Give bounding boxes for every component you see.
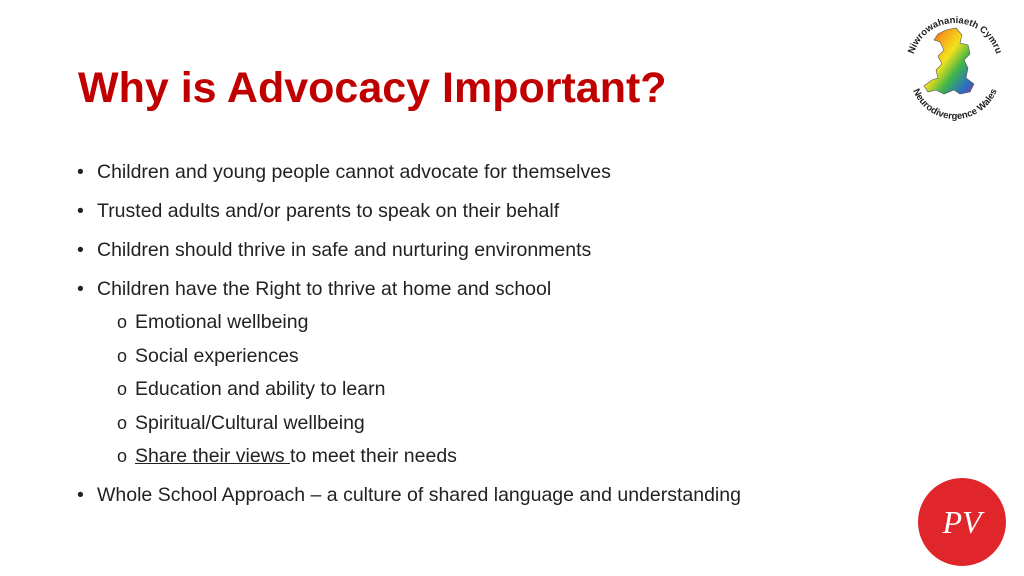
pv-logo-icon — [916, 476, 1008, 568]
share-views-link[interactable]: Share their views — [135, 445, 290, 467]
bullet-item — [75, 277, 895, 468]
bullet-text: Whole School Approach – a culture of shared language and understanding — [97, 484, 741, 506]
sub-bullet-marker: o — [117, 446, 128, 466]
bullet-marker: • — [77, 484, 84, 506]
bullet-marker: • — [77, 278, 84, 300]
bullet-text: Trusted adults and/or parents to speak on their behalf — [97, 200, 560, 222]
logo-top-text: Niwrowahaniaeth Cymru — [906, 14, 1004, 56]
bullet-marker: • — [77, 161, 84, 183]
bullet-text: Children have the Right to thrive at home and school — [97, 278, 552, 300]
sub-bullet-item — [97, 377, 895, 401]
svg-text:Neurodivergence Wales — [910, 87, 999, 122]
pv-logo — [916, 476, 1008, 568]
wales-map-rainbow-icon — [898, 8, 1010, 126]
sub-bullet-item — [97, 411, 895, 435]
sub-bullet-text: Spiritual/Cultural wellbeing — [135, 411, 365, 434]
sub-bullet-item — [97, 310, 895, 334]
sub-bullet-list — [97, 310, 895, 468]
neurodivergence-wales-logo — [898, 8, 1010, 126]
bullet-item — [75, 238, 895, 262]
pv-logo-text: PV — [942, 504, 982, 540]
sub-bullet-marker: o — [117, 412, 128, 433]
bullet-item — [75, 199, 895, 223]
bullet-text: Children should thrive in safe and nurturing environments — [97, 239, 592, 261]
sub-bullet-item — [97, 444, 895, 468]
logo-bottom-text: Neurodivergence Wales — [910, 86, 1000, 123]
sub-bullet-text: Social experiences — [135, 344, 299, 367]
bullet-text: Children and young people cannot advocate for themselves — [97, 161, 611, 183]
bullet-list — [75, 160, 895, 522]
sub-bullet-marker: o — [117, 312, 128, 332]
sub-bullet-item — [97, 344, 895, 368]
bullet-marker: • — [77, 200, 84, 222]
bullet-item — [75, 160, 895, 184]
bullet-item — [75, 483, 895, 507]
sub-bullet-text: Education and ability to learn — [135, 378, 386, 400]
sub-bullet-text: Emotional wellbeing — [135, 311, 309, 333]
slide-title: Why is Advocacy Important? — [78, 64, 667, 112]
sub-bullet-marker: o — [117, 379, 128, 399]
sub-bullet-text: to meet their needs — [289, 445, 457, 467]
bullet-marker: • — [77, 239, 84, 261]
sub-bullet-marker: o — [117, 345, 128, 366]
